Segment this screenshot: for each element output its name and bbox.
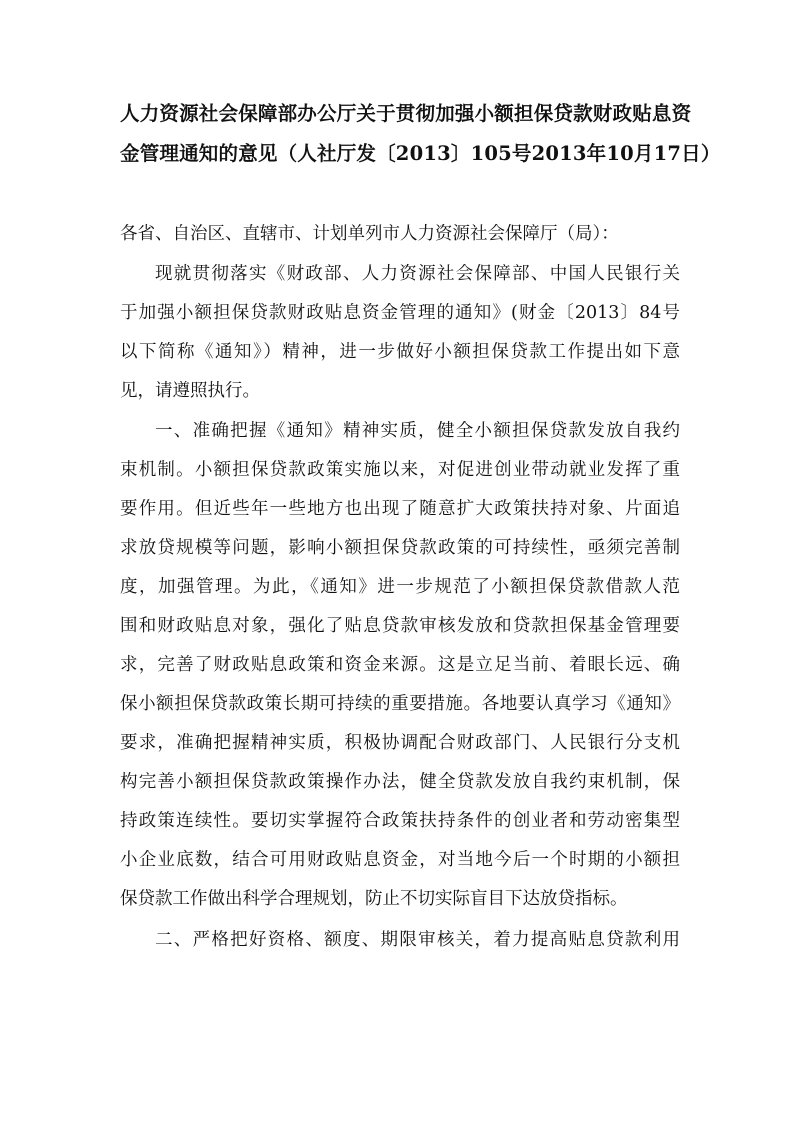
paragraph-2-line-12: 小企业底数，结合可用财政贴息资金，对当地今后一个时期的小额担 [120,850,680,870]
paragraph-2-line-8: 保小额担保贷款政策长期可持续的重要措施。各地要认真学习《通知》 [120,694,680,714]
paragraph-2-line-10: 构完善小额担保贷款政策操作办法，健全贷款发放自我约束机制，保 [120,772,680,792]
paragraph-2-line-13: 保贷款工作做出科学合理规划，防止不切实际盲目下达放贷指标。 [120,889,628,909]
paragraph-1-line-3: 以下简称《通知》）精神，进一步做好小额担保贷款工作提出如下意 [120,342,680,362]
paragraph-2-line-7: 求，完善了财政贴息政策和资金来源。这是立足当前、着眼长远、确 [120,655,680,675]
paragraph-1-line-2: 于加强小额担保贷款财政贴息资金管理的通知》(财金〔2013〕84号 [120,303,680,323]
document-title-line-2: 金管理通知的意见（人社厅发〔2013〕105号2013年10月17日） [120,142,721,165]
paragraph-1-line-4: 见，请遵照执行。 [120,381,260,401]
paragraph-2-line-1: 一、准确把握《通知》精神实质，健全小额担保贷款发放自我约 [155,421,680,441]
paragraph-2-line-3: 要作用。但近些年一些地方也出现了随意扩大政策扶持对象、片面追 [120,499,680,519]
paragraph-2-line-6: 围和财政贴息对象，强化了贴息贷款审核发放和贷款担保基金管理要 [120,616,680,636]
document-title-line-1: 人力资源社会保障部办公厅关于贯彻加强小额担保贷款财政贴息资 [120,102,692,125]
salutation: 各省、自治区、直辖市、计划单列市人力资源社会保障厅（局）： [120,224,619,244]
paragraph-3-line-1: 二、严格把好资格、额度、期限审核关，着力提高贴息贷款利用 [155,930,680,950]
paragraph-2-line-4: 求放贷规模等问题，影响小额担保贷款政策的可持续性，亟须完善制 [120,538,680,558]
paragraph-2-line-2: 束机制。小额担保贷款政策实施以来，对促进创业带动就业发挥了重 [120,460,680,480]
paragraph-2-line-11: 持政策连续性。要切实掌握符合政策扶持条件的创业者和劳动密集型 [120,811,680,831]
paragraph-2-line-9: 要求，准确把握精神实质，积极协调配合财政部门、人民银行分支机 [120,733,680,753]
paragraph-2-line-5: 度，加强管理。为此，《通知》进一步规范了小额担保贷款借款人范 [120,577,680,597]
paragraph-1-line-1: 现就贯彻落实《财政部、人力资源社会保障部、中国人民银行关 [155,264,680,284]
